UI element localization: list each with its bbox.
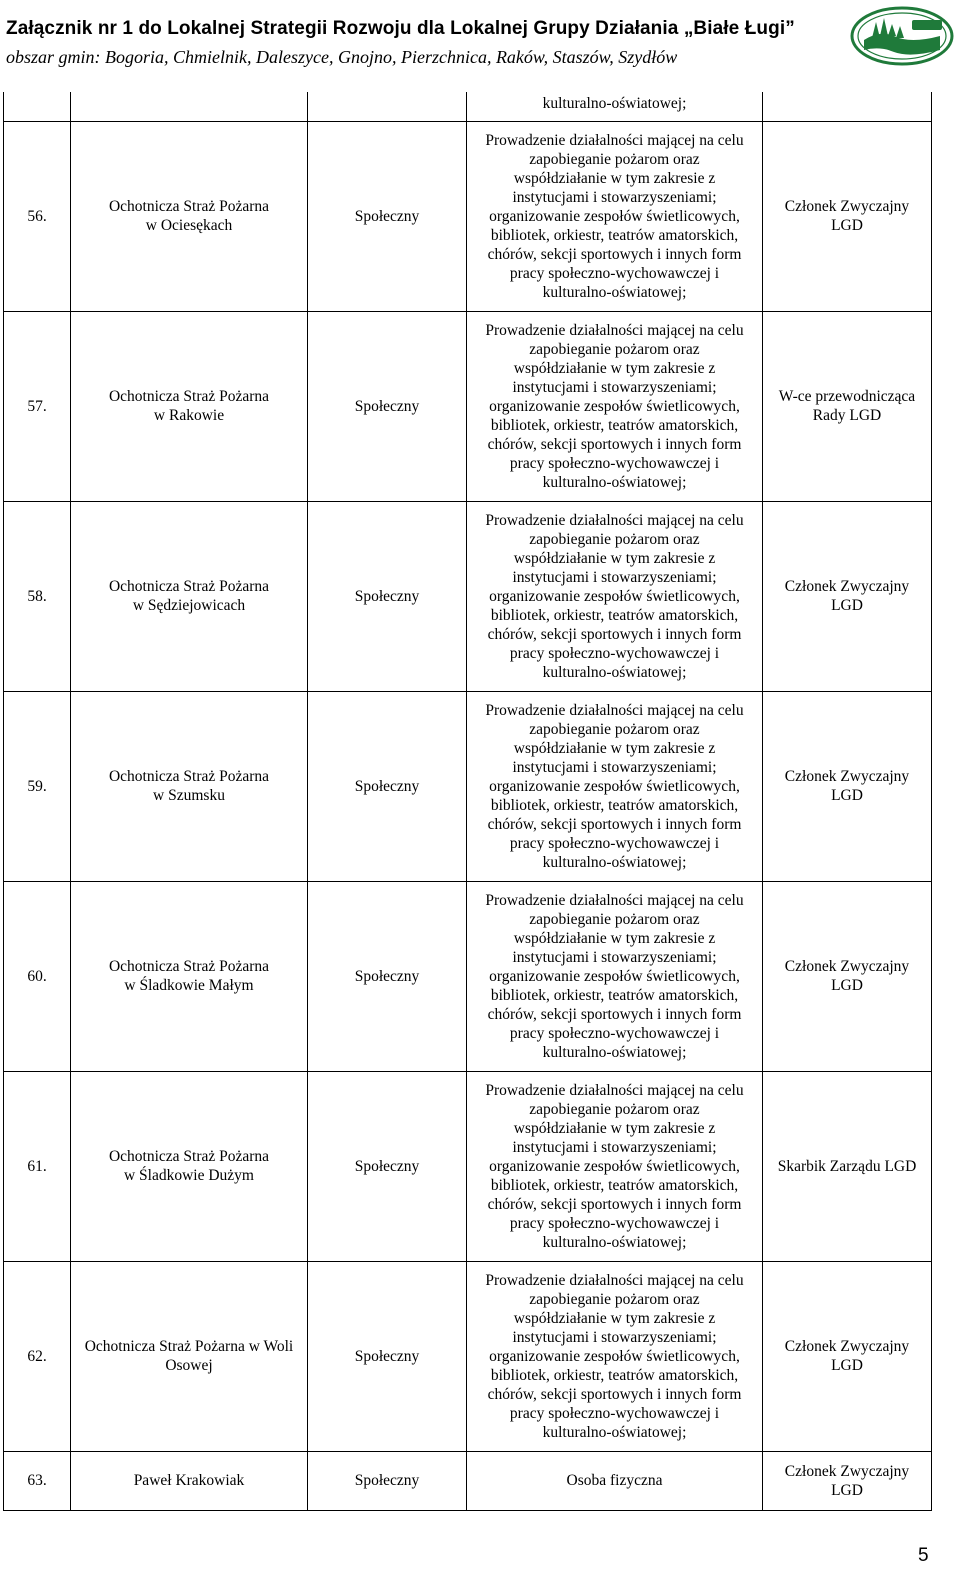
- cell-role: [763, 92, 932, 121]
- cell-description: kulturalno-oświatowej;: [467, 92, 763, 121]
- cell-no: 56.: [4, 121, 71, 311]
- page-number: 5: [918, 1545, 929, 1566]
- cell-sector: Społeczny: [308, 121, 467, 311]
- page-header: [0, 0, 960, 92]
- cell-no: 60.: [4, 881, 71, 1071]
- cell-role: W-ce przewodnicząca Rady LGD: [763, 311, 932, 501]
- cell-role: Skarbik Zarządu LGD: [763, 1071, 932, 1261]
- table-row: [4, 1261, 932, 1451]
- members-table: [3, 92, 931, 1511]
- cell-no: 63.: [4, 1451, 71, 1510]
- table-row: [4, 1071, 932, 1261]
- cell-role: Członek Zwyczajny LGD: [763, 1261, 932, 1451]
- lgd-logo-icon: [850, 6, 954, 66]
- table-row: [4, 311, 932, 501]
- table-row: [4, 501, 932, 691]
- cell-name: Ochotnicza Straż Pożarna w Śladkowie Małym: [71, 881, 308, 1071]
- cell-description: Prowadzenie działalności mającej na celu zapobieganie pożarom oraz współdziałanie w tym zakresie z instytucjami i stowarzyszeniami; organizowanie zespołów świetlicowych, bibliotek, orkiestr, teatrów amatorskich, chórów, sekcji sportowych i innych form pracy społeczno-wychowawczej i kulturalno-oświatowej;: [467, 691, 763, 881]
- cell-sector: Społeczny: [308, 1451, 467, 1510]
- table-row: [4, 691, 932, 881]
- cell-sector: Społeczny: [308, 501, 467, 691]
- cell-no: [4, 92, 71, 121]
- cell-description: Prowadzenie działalności mającej na celu zapobieganie pożarom oraz współdziałanie w tym zakresie z instytucjami i stowarzyszeniami; organizowanie zespołów świetlicowych, bibliotek, orkiestr, teatrów amatorskich, chórów, sekcji sportowych i innych form pracy społeczno-wychowawczej i kulturalno-oświatowej;: [467, 881, 763, 1071]
- cell-description: Prowadzenie działalności mającej na celu zapobieganie pożarom oraz współdziałanie w tym zakresie z instytucjami i stowarzyszeniami; organizowanie zespołów świetlicowych, bibliotek, orkiestr, teatrów amatorskich, chórów, sekcji sportowych i innych form pracy społeczno-wychowawczej i kulturalno-oświatowej;: [467, 121, 763, 311]
- cell-no: 57.: [4, 311, 71, 501]
- cell-sector: Społeczny: [308, 691, 467, 881]
- cell-name: Ochotnicza Straż Pożarna w Ociesękach: [71, 121, 308, 311]
- table-row: [4, 1451, 932, 1510]
- table-row: [4, 121, 932, 311]
- cell-name: Paweł Krakowiak: [71, 1451, 308, 1510]
- cell-role: Członek Zwyczajny LGD: [763, 1451, 932, 1510]
- cell-sector: [308, 92, 467, 121]
- header-title: Załącznik nr 1 do Lokalnej Strategii Rozwoju dla Lokalnej Grupy Działania „Białe Ługi”: [6, 18, 795, 39]
- cell-description: Osoba fizyczna: [467, 1451, 763, 1510]
- table-row-continued: [4, 92, 932, 121]
- cell-no: 62.: [4, 1261, 71, 1451]
- cell-name: Ochotnicza Straż Pożarna w Rakowie: [71, 311, 308, 501]
- header-subtitle: obszar gmin: Bogoria, Chmielnik, Daleszyce, Gnojno, Pierzchnica, Raków, Staszów, Szydłów: [6, 47, 678, 67]
- cell-name: Ochotnicza Straż Pożarna w Woli Osowej: [71, 1261, 308, 1451]
- cell-role: Członek Zwyczajny LGD: [763, 121, 932, 311]
- cell-name: Ochotnicza Straż Pożarna w Śladkowie Dużym: [71, 1071, 308, 1261]
- cell-name: Ochotnicza Straż Pożarna w Sędziejowicach: [71, 501, 308, 691]
- cell-role: Członek Zwyczajny LGD: [763, 501, 932, 691]
- cell-no: 61.: [4, 1071, 71, 1261]
- cell-sector: Społeczny: [308, 311, 467, 501]
- cell-description: Prowadzenie działalności mającej na celu zapobieganie pożarom oraz współdziałanie w tym zakresie z instytucjami i stowarzyszeniami; organizowanie zespołów świetlicowych, bibliotek, orkiestr, teatrów amatorskich, chórów, sekcji sportowych i innych form pracy społeczno-wychowawczej i kulturalno-oświatowej;: [467, 1071, 763, 1261]
- cell-role: Członek Zwyczajny LGD: [763, 691, 932, 881]
- cell-name: [71, 92, 308, 121]
- cell-description: Prowadzenie działalności mającej na celu zapobieganie pożarom oraz współdziałanie w tym zakresie z instytucjami i stowarzyszeniami; organizowanie zespołów świetlicowych, bibliotek, orkiestr, teatrów amatorskich, chórów, sekcji sportowych i innych form pracy społeczno-wychowawczej i kulturalno-oświatowej;: [467, 311, 763, 501]
- cell-sector: Społeczny: [308, 1071, 467, 1261]
- cell-sector: Społeczny: [308, 881, 467, 1071]
- cell-sector: Społeczny: [308, 1261, 467, 1451]
- cell-name: Ochotnicza Straż Pożarna w Szumsku: [71, 691, 308, 881]
- cell-role: Członek Zwyczajny LGD: [763, 881, 932, 1071]
- cell-no: 58.: [4, 501, 71, 691]
- table-row: [4, 881, 932, 1071]
- cell-description: Prowadzenie działalności mającej na celu zapobieganie pożarom oraz współdziałanie w tym zakresie z instytucjami i stowarzyszeniami; organizowanie zespołów świetlicowych, bibliotek, orkiestr, teatrów amatorskich, chórów, sekcji sportowych i innych form pracy społeczno-wychowawczej i kulturalno-oświatowej;: [467, 1261, 763, 1451]
- cell-no: 59.: [4, 691, 71, 881]
- cell-description: Prowadzenie działalności mającej na celu zapobieganie pożarom oraz współdziałanie w tym zakresie z instytucjami i stowarzyszeniami; organizowanie zespołów świetlicowych, bibliotek, orkiestr, teatrów amatorskich, chórów, sekcji sportowych i innych form pracy społeczno-wychowawczej i kulturalno-oświatowej;: [467, 501, 763, 691]
